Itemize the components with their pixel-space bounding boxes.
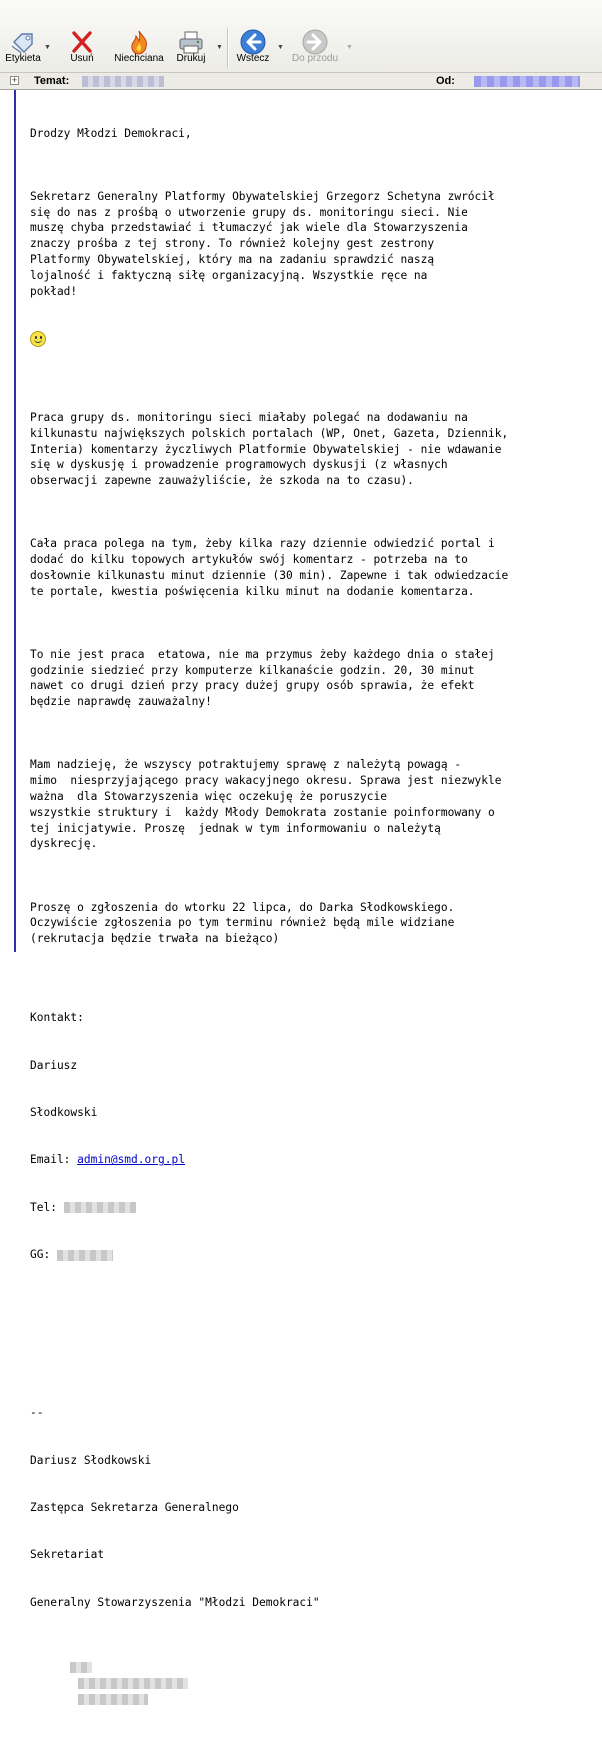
back-button-label: Wstecz <box>236 53 270 64</box>
label-dropdown-chevron-icon[interactable]: ▼ <box>44 44 51 51</box>
paragraph-4: To nie jest praca etatowa, nie ma przymus żeby każdego dnia o stałej godzinie siedzieć przy komputerze kilkanaście godzin. 20, 30 minut nawet co drugi dzień przy pracy dużej grupy osób sprawia, że efekt będzie naprawdę zauważalny! <box>30 647 495 709</box>
paragraph-1: Sekretarz Generalny Platformy Obywatelskiej Grzegorz Schetyna zwrócił się do nas z prośbą o utworzenie grupy ds. monitoringu sieci. Nie muszę chyba przedstawiać i tłumaczyć jak wiele dla Stowarzyszenia znaczy prośba z tej strony. To również kolejny gest zestrony Platformy Obywatelskiej, który ma na zadaniu sprawdzić naszą lojalność i faktyczną siłę organizacyjną. Wszystkie ręce na pokład! <box>30 189 495 298</box>
contact-email-row <box>30 1152 600 1168</box>
greeting: Drodzy Młodzi Demokraci, <box>30 126 192 140</box>
back-button[interactable] <box>232 0 274 70</box>
forward-arrow-icon <box>301 28 329 56</box>
junk-flame-icon <box>125 28 153 56</box>
printer-icon <box>177 28 205 56</box>
signature-title: Zastępca Sekretarza Generalnego <box>30 1500 239 1514</box>
signature-organization: Generalny Stowarzyszenia "Młodzi Demokraci" <box>30 1595 320 1609</box>
label-icon <box>9 28 37 56</box>
contact-first-name: Dariusz <box>30 1058 78 1072</box>
label-button[interactable] <box>0 0 46 70</box>
contact-gg-row <box>30 1247 600 1263</box>
tel-redacted <box>64 1202 136 1213</box>
print-button[interactable] <box>170 0 212 70</box>
paragraph-3: Cała praca polega na tym, żeby kilka razy dziennie odwiedzić portal i dodać do kilku topowych artykułów swój komentarz - potrzeba na to dosłownie kilkunastu minut dziennie (30 min). Zapewne i tak odwiedzacie te portale, kwestia poświęcenia kilku minut na dodanie komentarza. <box>30 537 509 598</box>
print-button-label: Drukuj <box>176 53 206 64</box>
email-link[interactable]: admin@smd.org.pl <box>77 1153 185 1167</box>
tel-label: Tel: <box>30 1200 64 1214</box>
forward-button[interactable] <box>288 0 342 70</box>
signature-department: Sekretariat <box>30 1548 105 1562</box>
paragraph-5: Mam nadzieję, że wszyscy potraktujemy sprawę z należytą powagą - mimo niesprzyjającego pracy wakacyjnego okresu. Sprawa jest niezwykle ważna dla Stowarzyszenia więc oczekuję że poruszycie wszystkie struktury i każdy Młody Demokrata zostanie poinformowany o tej inicjatywie. Proszę jednak w tym informowaniu o należytą dyskrecję. <box>30 758 502 851</box>
toolbar-separator <box>227 28 228 68</box>
subject-redacted <box>82 76 164 87</box>
paragraph-6: Proszę o zgłoszenia do wtorku 22 lipca, do Darka Słodkowskiego. Oczywiście zgłoszenia po tym terminu również będą mile widziane (rekrutacja będzie trwała na bieżąco) <box>30 900 455 946</box>
message-body <box>0 90 602 1609</box>
paragraph-2: Praca grupy ds. monitoringu sieci miałaby polegać na dodawaniu na kilkunastu największych polskich portalach (WP, Onet, Gazeta, Dziennik, Interia) komentarzy życzliwych Platformie Obywatelskiej - nie wdawanie się w dyskusję i prowadzenie programowych dyskusji (z własnych obserwacji zapewne zauważyliście, że szkoda na to czasu). <box>30 410 509 488</box>
print-dropdown-chevron-icon[interactable]: ▼ <box>216 44 223 51</box>
junk-button-label: Niechciana <box>114 53 164 64</box>
gg-label: GG: <box>30 1248 57 1262</box>
signature-separator: -- <box>30 1406 44 1420</box>
back-dropdown-chevron-icon[interactable]: ▼ <box>277 44 284 51</box>
from-redacted <box>474 76 580 87</box>
email-label: Email: <box>30 1153 78 1167</box>
forward-dropdown-chevron-icon[interactable]: ▼ <box>346 44 353 51</box>
subject-label: Temat: <box>34 75 70 87</box>
signature-name: Dariusz Słodkowski <box>30 1453 152 1467</box>
redacted-block <box>78 1694 148 1705</box>
redacted-block <box>78 1678 188 1689</box>
smiley-icon <box>30 331 46 347</box>
back-arrow-icon <box>239 28 267 56</box>
expand-header-icon[interactable]: + <box>11 75 18 85</box>
contact-last-name: Słodkowski <box>30 1106 98 1119</box>
delete-icon <box>68 28 96 56</box>
message-header <box>0 72 602 90</box>
signature-redacted-row <box>30 1644 600 1723</box>
junk-button[interactable] <box>108 0 170 70</box>
toolbar <box>0 0 602 72</box>
label-button-label: Etykieta <box>5 53 41 64</box>
redacted-block <box>70 1662 92 1673</box>
gg-redacted <box>57 1250 113 1261</box>
from-label: Od: <box>436 75 455 87</box>
quote-bar <box>14 90 16 952</box>
delete-button-label: Usuń <box>70 53 94 64</box>
forward-button-label: Do przodu <box>291 53 339 64</box>
message-text <box>30 94 600 1755</box>
delete-button[interactable] <box>60 0 104 70</box>
contact-label: Kontakt: <box>30 1011 84 1025</box>
contact-tel-row <box>30 1200 600 1216</box>
